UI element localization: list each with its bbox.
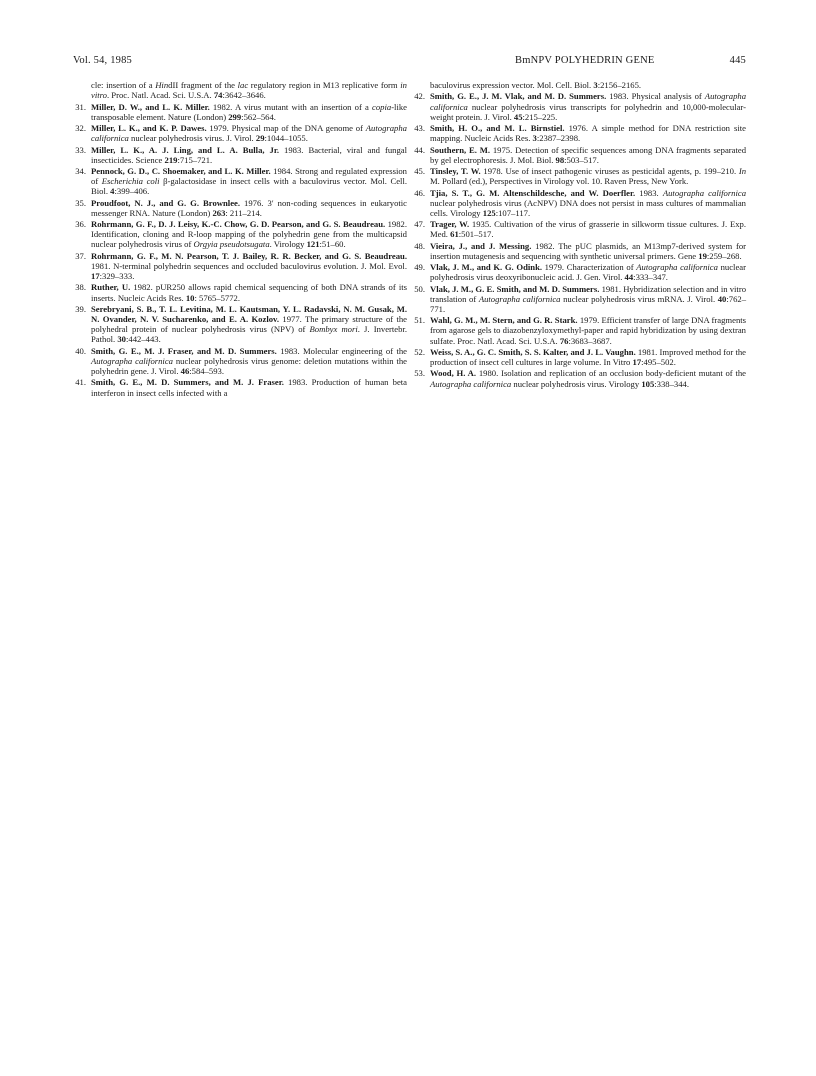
- reference-volume: 74: [213, 90, 223, 101]
- reference-text: Detection of specific sequences among DNA fragments separated by gel electrophoresis. J. Mol. Biol.: [430, 144, 747, 165]
- reference-number: 45.: [414, 166, 425, 176]
- reference-volume: 121: [306, 239, 320, 250]
- running-header: [73, 55, 746, 71]
- reference-year: 1976.: [564, 123, 589, 133]
- reference-text: nuclear polyhedrosis virus mRNA. J. Virol.: [560, 293, 718, 304]
- references-right-column: [412, 80, 746, 390]
- reference-pages: :2387–2398.: [536, 133, 581, 144]
- reference-year: 1981.: [599, 283, 621, 294]
- reference-authors: Serebryani, S. B., T. L. Levitina, M. L. Kautsman, Y. L. Radavski, N. M. Gusak, M. N. Ovander, N. V. Sucharenko, and E. A. Kozlov.: [91, 303, 407, 325]
- reference-number: 42.: [414, 91, 425, 102]
- reference-authors: Vlak, J. M., and K. G. Odink.: [430, 262, 543, 273]
- reference-entry: [412, 368, 746, 388]
- reference-number: 53.: [414, 368, 425, 379]
- reference-italic-text: copia: [372, 101, 392, 112]
- reference-text: Physical map of the DNA genome of: [228, 123, 366, 133]
- reference-text: . Proc. Natl. Acad. Sci. U.S.A.: [106, 90, 214, 101]
- reference-authors: Miller, L. K., and K. P. Dawes.: [91, 123, 207, 133]
- reference-number: 32.: [75, 123, 86, 133]
- reference-text: dII fragment of the: [168, 80, 238, 90]
- reference-text: The primary structure of the polyhedral protein of nuclear polyhedrosis virus (NPV) of: [91, 314, 408, 335]
- reference-pages: : 5765–5772.: [194, 292, 241, 303]
- reference-text: nuclear polyhedrosis virus deoxyribonucleic acid. J. Gen. Virol.: [430, 262, 746, 283]
- reference-pages: :3683–3687.: [568, 335, 612, 346]
- reference-volume: 19: [698, 250, 707, 261]
- volume-label: Vol. 54, 1985: [73, 55, 132, 66]
- reference-pages: :584–593.: [189, 366, 225, 377]
- reference-italic-text: Autographa californica: [430, 378, 512, 389]
- reference-text: Efficient transfer of large DNA fragments from agarose gels to diazobenzyloxymethyl-paper and rapid hybridization by using dextran sulfate. Proc. Natl. Acad. Sci. U.S.A.: [430, 315, 747, 346]
- reference-entry: [73, 346, 407, 376]
- reference-entry: [73, 123, 407, 143]
- reference-entry: [73, 219, 407, 249]
- reference-volume: 61: [450, 229, 459, 240]
- reference-volume: 4: [110, 186, 115, 197]
- reference-authors: Vieira, J., and J. Messing.: [430, 240, 532, 251]
- reference-text: Strong and regulated expression of: [91, 166, 407, 187]
- reference-text: A virus mutant with an insertion of a: [232, 101, 373, 112]
- reference-authors: Miller, L. K., A. J. Ling, and L. A. Bulla, Jr.: [91, 144, 280, 155]
- reference-entry: [73, 198, 407, 218]
- reference-number: 47.: [414, 219, 425, 230]
- reference-volume: 10: [185, 292, 195, 303]
- reference-authors: Rohrmann, G. F., M. N. Pearson, T. J. Bailey, R. R. Becker, and G. S. Beaudreau.: [91, 250, 407, 261]
- reference-number: 34.: [75, 166, 86, 176]
- reference-pages: :1044–1055.: [264, 133, 308, 144]
- running-title: BmNPV POLYHEDRIN GENE: [515, 55, 655, 66]
- reference-text: Molecular engineering of the: [299, 345, 407, 356]
- reference-year: 1982.: [130, 282, 153, 293]
- reference-number: 36.: [75, 219, 86, 230]
- reference-year: 1978.: [480, 166, 503, 176]
- reference-volume: 76: [559, 335, 569, 346]
- reference-entry: [412, 145, 746, 165]
- reference-year: 1976.: [240, 197, 264, 208]
- reference-pages: :2156–2165.: [597, 80, 642, 90]
- reference-entry: [412, 80, 746, 90]
- reference-number: 39.: [75, 303, 86, 314]
- reference-authors: Smith, H. O., and M. L. Birnstiel.: [430, 123, 565, 133]
- reference-volume: 29: [255, 133, 265, 144]
- reference-pages: :501–517.: [458, 229, 494, 240]
- reference-authors: Wahl, G. M., M. Stern, and G. R. Stark.: [430, 315, 578, 326]
- reference-entry: [412, 315, 746, 345]
- reference-volume: 40: [717, 293, 727, 304]
- reference-volume: 125: [482, 207, 496, 218]
- reference-number: 44.: [414, 144, 425, 155]
- reference-text: β-galactosidase in insect cells with a baculovirus vector. Mol. Cell. Biol.: [91, 176, 407, 197]
- reference-authors: Tjia, S. T., G. M. Altenschildesche, and W. Doerfler.: [430, 187, 636, 198]
- reference-authors: Weiss, S. A., G. C. Smith, S. S. Kalter, and J. L. Vaughn.: [430, 346, 636, 357]
- reference-text: A simple method for DNA restriction site mapping. Nucleic Acids Res.: [430, 123, 747, 144]
- reference-authors: Southern, E. M.: [430, 144, 491, 155]
- reference-year: 1935.: [469, 219, 492, 230]
- page-number: 445: [729, 55, 746, 66]
- reference-entry: [412, 166, 746, 186]
- reference-text: Physical analysis of: [628, 91, 705, 102]
- reference-entry: [412, 188, 746, 218]
- reference-italic-text: Autographa californica: [91, 123, 407, 144]
- reference-year: 1983.: [606, 91, 629, 102]
- reference-text: nuclear polyhedrosis virus. Virology: [511, 378, 642, 389]
- reference-number: 46.: [414, 187, 425, 198]
- reference-text: . J. Invertebr. Pathol.: [91, 324, 407, 345]
- reference-text: nuclear polyhedrosis virus transcripts for polyhedrin and 10,000-molecular-weight protein. J. Virol.: [430, 101, 746, 122]
- reference-text: . Virology: [269, 239, 307, 250]
- reference-italic-text: Autographa californica: [478, 293, 561, 304]
- reference-authors: Rohrmann, G. F., D. J. Leisy, K.-C. Chow, G. D. Pearson, and G. S. Beaudreau.: [91, 219, 386, 230]
- reference-entry: [73, 304, 407, 345]
- reference-pages: :259–268.: [706, 250, 742, 261]
- reference-number: 51.: [414, 315, 425, 326]
- reference-text: nuclear polyhedrosis virus (AcNPV) DNA does not persist in mass cultures of mammalian cells. Virology: [430, 197, 746, 218]
- reference-text: Characterization of: [564, 262, 637, 273]
- reference-text: pUR250 allows rapid chemical sequencing of both DNA strands of its inserts. Nucleic Acids Res.: [91, 282, 407, 303]
- reference-authors: Ruther, U.: [91, 282, 131, 293]
- reference-volume: 263: [212, 207, 226, 218]
- reference-text: -like transposable element. Nature (London): [91, 101, 407, 122]
- reference-year: 1983.: [276, 345, 300, 356]
- reference-volume: 98: [555, 154, 565, 165]
- reference-authors: Pennock, G. D., C. Shoemaker, and L. K. Miller.: [91, 166, 271, 176]
- reference-italic-text: Hin: [155, 80, 169, 90]
- reference-italic-text: lac: [237, 80, 249, 90]
- reference-italic-text: In: [738, 166, 747, 176]
- reference-number: 40.: [75, 345, 86, 356]
- reference-italic-text: in vitro: [91, 80, 407, 101]
- reference-text: Production of human beta interferon in insect cells infected with a: [91, 377, 408, 398]
- reference-text: nuclear polyhedrosis virus. J. Virol.: [128, 133, 256, 144]
- reference-year: 1979.: [206, 123, 229, 133]
- reference-authors: Trager, W.: [430, 219, 470, 230]
- reference-volume: 44: [624, 272, 634, 283]
- reference-year: 1979.: [577, 315, 600, 326]
- reference-year: 1983.: [635, 187, 659, 198]
- reference-text: The pUC plasmids, an M13mp7-derived system for insertion mutagenesis and sequencing with synthetic universal primers. Gene: [430, 240, 747, 261]
- reference-volume: 219: [164, 154, 178, 165]
- reference-text: Identification, cloning and R-loop mapping of the polyhedrin gene from the multicapsid nuclear polyhedrosis virus of: [91, 229, 407, 250]
- reference-number: 31.: [75, 101, 86, 112]
- reference-pages: :51–60.: [319, 239, 346, 250]
- reference-pages: :762–771.: [430, 293, 747, 314]
- reference-volume: 45: [513, 111, 523, 122]
- reference-pages: :442–443.: [125, 334, 161, 345]
- reference-year: 1979.: [542, 262, 565, 273]
- reference-text: 3′ non-coding sequences in eukaryotic messenger RNA. Nature (London): [91, 197, 408, 218]
- reference-authors: Smith, G. E., M. J. Fraser, and M. D. Summers.: [91, 345, 277, 356]
- reference-entry: [412, 91, 746, 121]
- reference-pages: :215–225.: [522, 111, 558, 122]
- reference-volume: 17: [632, 357, 642, 368]
- reference-number: 43.: [414, 123, 425, 133]
- reference-italic-text: Autographa californica: [91, 355, 173, 366]
- reference-volume: 30: [117, 334, 126, 345]
- reference-italic-text: Autographa californica: [636, 262, 718, 273]
- reference-text: Cultivation of the virus of grasserie in silkworm tissue cultures. J. Exp. Med.: [430, 219, 746, 240]
- reference-number: 35.: [75, 197, 86, 208]
- reference-number: 38.: [75, 282, 86, 293]
- reference-year: 1982.: [385, 219, 408, 230]
- reference-text: Improved method for the production of insect cell cultures in large volume. In Vitro: [430, 346, 746, 368]
- reference-text: cle: insertion of a: [91, 80, 156, 90]
- reference-pages: :333–347.: [633, 272, 668, 283]
- reference-text: N-terminal polyhedrin sequences and occluded baculovirus evolution. J. Mol. Evol.: [110, 260, 407, 271]
- reference-volume: 105: [641, 378, 655, 389]
- reference-entry: [73, 377, 407, 397]
- reference-italic-text: Bombyx mori: [309, 324, 358, 335]
- reference-number: 52.: [414, 346, 425, 357]
- reference-entry: [412, 262, 746, 282]
- reference-authors: Smith, G. E., M. D. Summers, and M. J. Fraser.: [91, 377, 284, 388]
- reference-entry: [73, 251, 407, 281]
- reference-authors: Miller, D. W., and L. K. Miller.: [91, 101, 210, 112]
- reference-entry: [412, 284, 746, 314]
- reference-authors: Proudfoot, N. J., and G. G. Brownlee.: [91, 197, 241, 208]
- reference-italic-text: Escherichia coli: [101, 176, 160, 187]
- reference-entry: [412, 347, 746, 367]
- reference-year: 1975.: [490, 144, 513, 155]
- reference-year: 1980.: [476, 368, 499, 379]
- reference-text: M. Pollard (ed.), Perspectives in Virology vol. 10. Raven Press, New York.: [430, 176, 689, 187]
- reference-number: 49.: [414, 262, 425, 273]
- reference-pages: :562–564.: [241, 111, 276, 122]
- reference-year: 1981.: [91, 260, 111, 271]
- reference-number: 50.: [414, 283, 425, 294]
- reference-authors: Vlak, J. M., G. E. Smith, and M. D. Summers.: [430, 283, 600, 294]
- reference-volume: 17: [91, 271, 100, 282]
- reference-year: 1983.: [279, 144, 304, 155]
- reference-number: 33.: [75, 144, 86, 155]
- reference-entry: [412, 123, 746, 143]
- reference-pages: :3642–3646.: [222, 90, 266, 101]
- reference-text: Hybridization selection and in vitro translation of: [430, 283, 747, 304]
- reference-entry: [73, 102, 407, 122]
- reference-volume: 46: [180, 366, 190, 377]
- reference-entry: [73, 282, 407, 302]
- reference-number: 41.: [75, 377, 86, 388]
- reference-entry: [412, 241, 746, 261]
- reference-volume: 3: [593, 80, 598, 90]
- reference-italic-text: Orgyia pseudotsugata: [193, 239, 270, 250]
- reference-year: 1982.: [209, 101, 233, 112]
- reference-italic-text: Autographa californica: [662, 187, 747, 198]
- reference-pages: :715–721.: [177, 154, 213, 165]
- reference-text: baculovirus expression vector. Mol. Cell. Biol.: [430, 80, 594, 90]
- reference-entry: [412, 219, 746, 239]
- reference-pages: :399–406.: [114, 186, 150, 197]
- reference-italic-text: Autographa californica: [430, 91, 747, 112]
- reference-volume: 299: [228, 111, 242, 122]
- reference-authors: Smith, G. E., J. M. Vlak, and M. D. Summers.: [430, 91, 607, 102]
- reference-year: 1984.: [270, 166, 293, 176]
- reference-year: 1983.: [283, 377, 308, 388]
- reference-authors: Tinsley, T. W.: [430, 166, 481, 176]
- reference-number: 37.: [75, 250, 86, 261]
- reference-pages: :338–344.: [654, 378, 690, 389]
- reference-text: regulatory region in M13 replicative form: [248, 80, 401, 90]
- reference-year: 1981.: [635, 346, 658, 357]
- reference-text: Isolation and replication of an occlusion body-deficient mutant of the: [498, 368, 747, 379]
- references-left-column: [73, 80, 407, 399]
- reference-year: 1977.: [279, 314, 302, 325]
- reference-pages: :495–502.: [641, 357, 676, 368]
- reference-volume: 3: [532, 133, 537, 144]
- reference-pages: :329–333.: [99, 271, 135, 282]
- reference-text: nuclear polyhedrosis virus genome: deletion mutations within the polyhedrin gene. J. Virol.: [91, 355, 407, 377]
- reference-entry: [73, 80, 407, 100]
- reference-number: 48.: [414, 240, 425, 251]
- reference-pages: :107–117.: [495, 207, 531, 218]
- reference-entry: [73, 166, 407, 196]
- reference-pages: : 211–214.: [225, 207, 262, 218]
- reference-text: Use of insect pathogenic viruses as pesticidal agents, p. 199–210.: [502, 166, 739, 176]
- reference-entry: [73, 145, 407, 165]
- reference-text: Bacterial, viral and fungal insecticides. Science: [91, 144, 408, 165]
- reference-year: 1982.: [531, 240, 555, 251]
- reference-authors: Wood, H. A.: [430, 368, 477, 379]
- reference-pages: :503–517.: [564, 154, 599, 165]
